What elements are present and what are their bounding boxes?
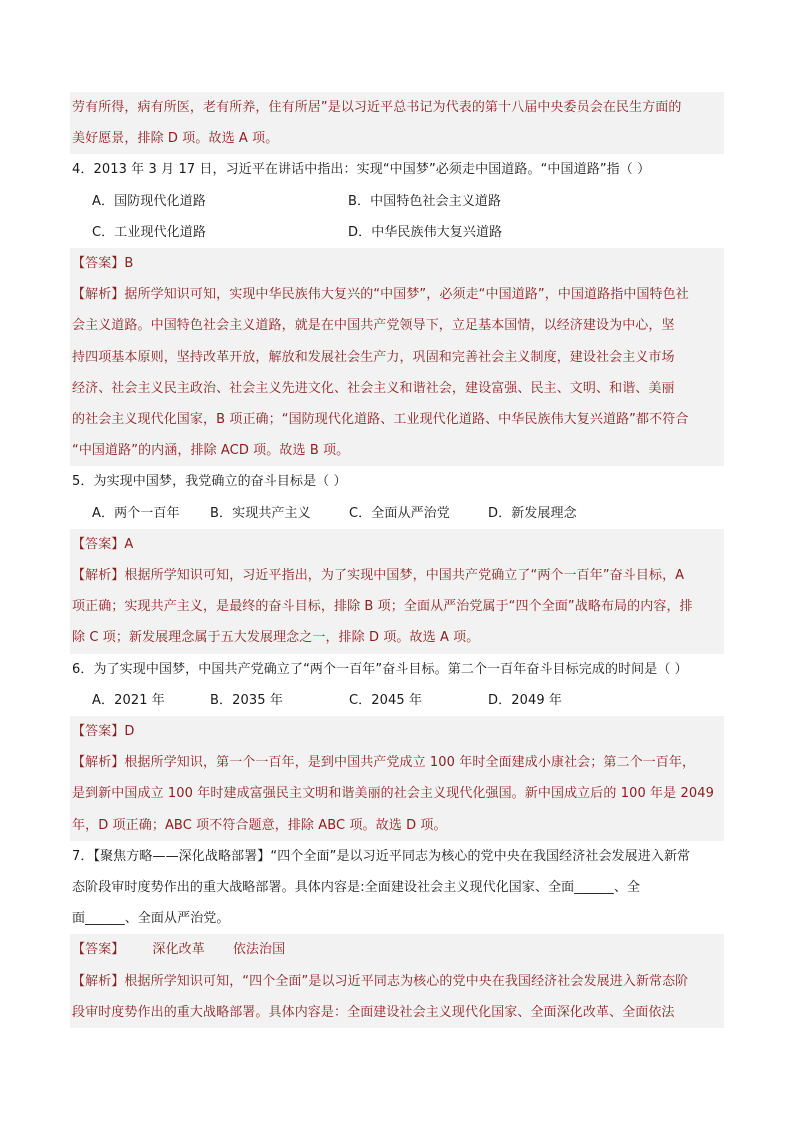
analysis-line: 持四项基本原则，坚持改革开放，解放和发展社会生产力，巩固和完善社会主义制度，建设社会主义市场 [72,349,675,365]
question-7-stem-line: 面______、全面从严治党。 [72,911,230,927]
prev-analysis-block [70,92,724,154]
option-d: D．中华民族伟大复兴道路 [348,224,503,240]
analysis-line: 的社会主义现代化国家，B 项正确；“国防现代化道路、工业现代化道路、中华民族伟大复兴道路”都不符合 [72,412,689,428]
option-c: C．全面从严治党 [349,505,450,521]
option-b: B．2035 年 [210,692,283,708]
question-4-stem: 4．2013 年 3 月 17 日，习近平在讲话中指出：实现“中国梦”必须走中国道路。“中国道路”指（ ） [72,162,651,178]
answer-line: 【答案】D [72,724,135,740]
analysis-line: 会主义道路。中国特色社会主义道路，就是在中国共产党领导下，立足基本国情，以经济建设为中心，坚 [72,318,675,334]
answer-blank-2: 依法治国 [232,942,286,958]
option-c: C．2045 年 [349,692,423,708]
question-7-stem-line: 态阶段审时度势作出的重大战略部署。具体内容是:全面建设社会主义现代化国家、全面______、全 [72,880,641,896]
option-a: A．两个一百年 [92,505,180,521]
question-6-answer-block [70,716,724,841]
answer-line: 【答案】A [72,536,134,552]
option-b: B．实现共产主义 [210,505,311,521]
analysis-line: 年，D 项正确；ABC 项不符合题意，排除 ABC 项。故选 D 项。 [72,817,447,833]
analysis-line: 是到新中国成立 100 年时建成富强民主文明和谐美丽的社会主义现代化强国。新中国成立后的 100 年是 2049 [72,786,714,802]
option-d: D．新发展理念 [488,505,577,521]
answer-blank-1: 深化改革 [152,942,205,958]
option-a: A．国防现代化道路 [92,193,206,209]
analysis-line: 【解析】根据所学知识，第一个一百年，是到中国共产党成立 100 年时全面建成小康社会；第二个一百年， [72,755,696,771]
question-6-stem: 6．为了实现中国梦，中国共产党确立了“两个一百年”奋斗目标。第二个一百年奋斗目标完成的时间是（ ） [72,661,688,677]
question-4-options-row-2 [70,217,724,248]
question-7-stem-line: 7．【聚焦方略——深化战略部署】“四个全面”是以习近平同志为核心的党中央在我国经济社会发展进入新常 [72,848,691,864]
analysis-line: 除 C 项；新发展理念属于五大发展理念之一，排除 D 项。故选 A 项。 [72,630,480,646]
analysis-line: 【解析】根据所学知识可知，“四个全面”是以习近平同志为核心的党中央在我国经济社会发展进入新常态阶 [72,973,689,989]
analysis-line: 【解析】据所学知识可知，实现中华民族伟大复兴的“中国梦”，必须走“中国道路”，中国道路指中国特色社 [72,287,689,303]
option-d: D．2049 年 [488,692,563,708]
option-b: B．中国特色社会主义道路 [348,193,502,209]
option-c: C．工业现代化道路 [92,224,206,240]
analysis-line: 段审时度势作出的重大战略部署。具体内容是：全面建设社会主义现代化国家、全面深化改革、全面依法 [72,1004,675,1020]
answer-line: 【答案】B [72,256,134,272]
question-7-answer-block [70,934,724,1028]
page-content [70,92,724,1028]
question-5-stem: 5．为实现中国梦，我党确立的奋斗目标是（ ） [72,474,347,490]
analysis-line: 劳有所得，病有所医，老有所养，住有所居”是以习近平总书记为代表的第十八届中央委员会在民生方面的 [72,100,682,115]
analysis-line: 经济、社会主义民主政治、社会主义先进文化、社会主义和谐社会，建设富强、民主、文明、和谐、美丽 [72,380,675,396]
answer-label: 【答案】 [72,942,125,958]
analysis-line: 【解析】根据所学知识可知，习近平指出，为了实现中国梦，中国共产党确立了“两个一百年”奋斗目标，A [72,568,685,584]
question-5-options [70,498,724,529]
question-5-answer-block [70,529,724,654]
analysis-line: 美好愿景，排除 D 项。故选 A 项。 [72,131,279,147]
question-4-answer-block [70,248,724,466]
question-4-options-row-1 [70,186,724,217]
option-a: A．2021 年 [92,692,165,708]
answer-line [70,934,724,965]
analysis-line: 项正确；实现共产主义，是最终的奋斗目标，排除 B 项；全面从严治党属于“四个全面”战略布局的内容，排 [72,599,693,615]
analysis-line: “中国道路”的内涵，排除 ACD 项。故选 B 项。 [72,443,350,459]
question-6-options [70,685,724,716]
